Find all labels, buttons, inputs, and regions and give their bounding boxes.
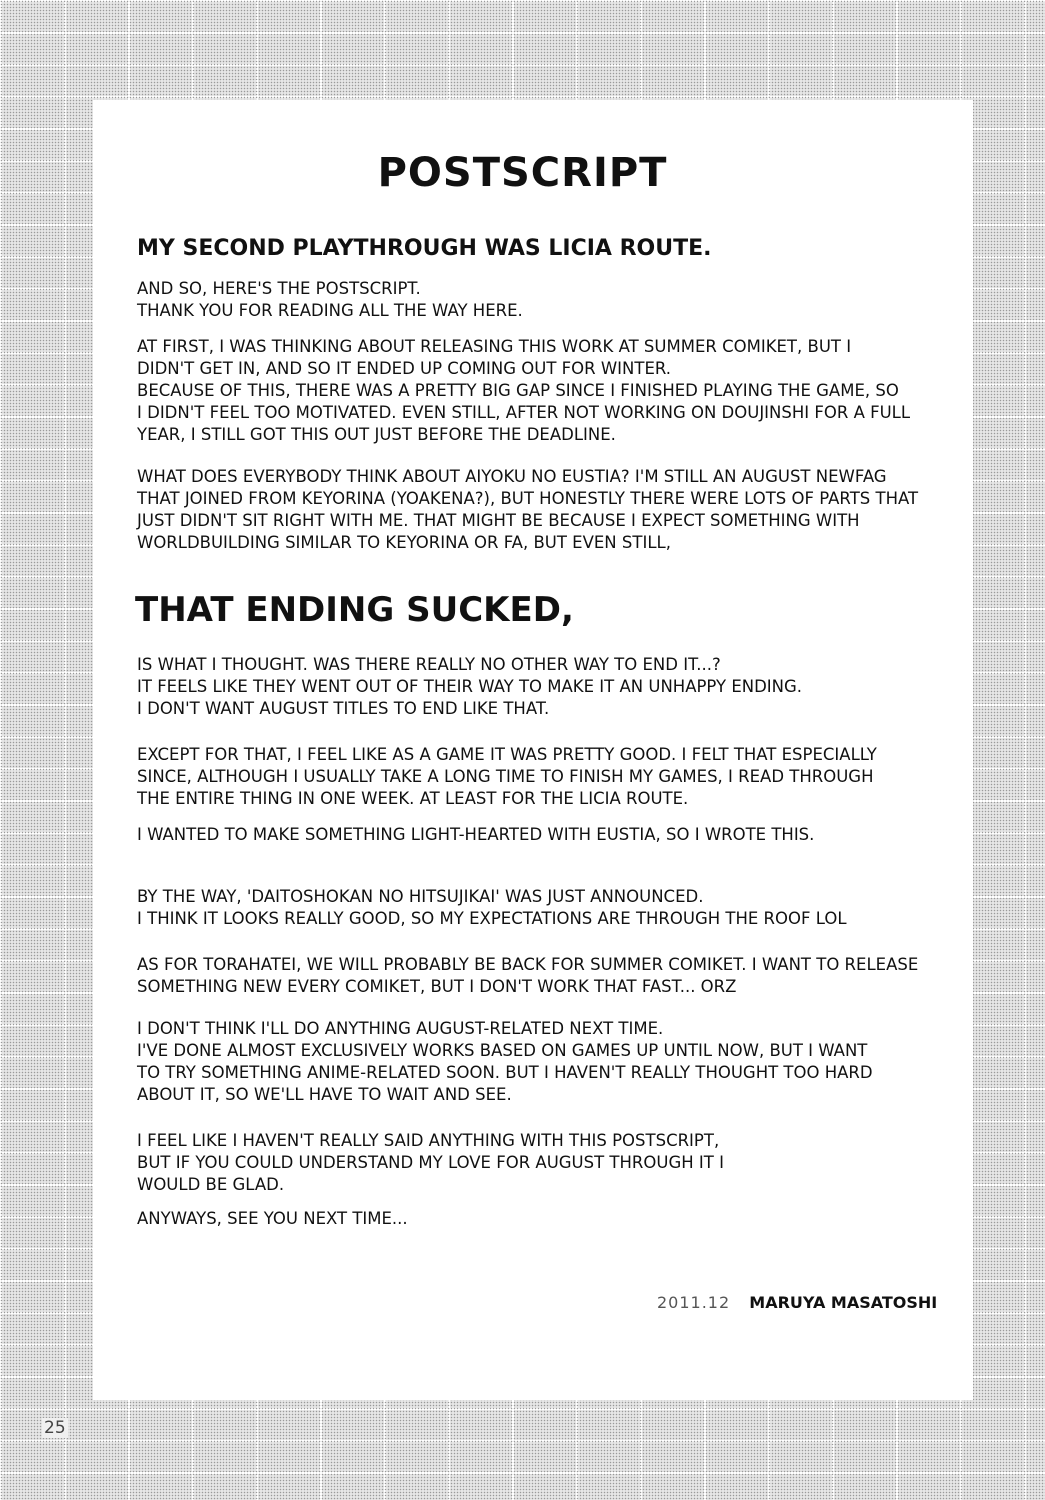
paragraph-bottom-7 <box>137 1130 937 1196</box>
line: I DIDN'T FEEL TOO MOTIVATED. EVEN STILL, AFTER NOT WORKING ON DOUJINSHI FOR A FULL <box>137 403 911 422</box>
page-title: POSTSCRIPT <box>377 150 668 196</box>
line: IS WHAT I THOUGHT. WAS THERE REALLY NO OTHER WAY TO END IT...? <box>137 655 721 674</box>
line: BECAUSE OF THIS, THERE WAS A PRETTY BIG GAP SINCE I FINISHED PLAYING THE GAME, SO <box>137 381 899 400</box>
line: I WANTED TO MAKE SOMETHING LIGHT-HEARTED WITH EUSTIA, SO I WROTE THIS. <box>137 825 815 844</box>
paragraph-bottom-2 <box>137 744 937 810</box>
line: THE ENTIRE THING IN ONE WEEK. AT LEAST FOR THE LICIA ROUTE. <box>137 789 689 808</box>
line: EXCEPT FOR THAT, I FEEL LIKE AS A GAME IT WAS PRETTY GOOD. I FELT THAT ESPECIALLY <box>137 745 877 764</box>
line: SINCE, ALTHOUGH I USUALLY TAKE A LONG TIME TO FINISH MY GAMES, I READ THROUGH <box>137 767 874 786</box>
line: AS FOR TORAHATEI, WE WILL PROBABLY BE BACK FOR SUMMER COMIKET. I WANT TO RELEASE <box>137 955 919 974</box>
line: IT FEELS LIKE THEY WENT OUT OF THEIR WAY TO MAKE IT AN UNHAPPY ENDING. <box>137 677 803 696</box>
paragraph-top-1 <box>137 278 937 322</box>
line: I THINK IT LOOKS REALLY GOOD, SO MY EXPECTATIONS ARE THROUGH THE ROOF LOL <box>137 909 847 928</box>
line: TO TRY SOMETHING ANIME-RELATED SOON. BUT I HAVEN'T REALLY THOUGHT TOO HARD <box>137 1063 873 1082</box>
line: THAT JOINED FROM KEYORINA (YOAKENA?), BUT HONESTLY THERE WERE LOTS OF PARTS THAT <box>137 489 919 508</box>
line: WOULD BE GLAD. <box>137 1175 285 1194</box>
line: SOMETHING NEW EVERY COMIKET, BUT I DON'T WORK THAT FAST... ORZ <box>137 977 737 996</box>
line: DIDN'T GET IN, AND SO IT ENDED UP COMING OUT FOR WINTER. <box>137 359 672 378</box>
line: ANYWAYS, SEE YOU NEXT TIME... <box>137 1209 408 1228</box>
line: I DON'T THINK I'LL DO ANYTHING AUGUST-RELATED NEXT TIME. <box>137 1019 664 1038</box>
paragraph-bottom-5 <box>137 954 937 998</box>
paragraph-bottom-1 <box>137 654 937 720</box>
line: AT FIRST, I WAS THINKING ABOUT RELEASING THIS WORK AT SUMMER COMIKET, BUT I <box>137 337 852 356</box>
line: YEAR, I STILL GOT THIS OUT JUST BEFORE THE DEADLINE. <box>137 425 616 444</box>
line: BUT IF YOU COULD UNDERSTAND MY LOVE FOR AUGUST THROUGH IT I <box>137 1153 724 1172</box>
signature-author: MARUYA MASATOSHI <box>749 1293 938 1312</box>
paragraph-bottom-6 <box>137 1018 937 1106</box>
line: THANK YOU FOR READING ALL THE WAY HERE. <box>137 301 523 320</box>
signature-date: 2011.12 <box>657 1293 731 1312</box>
line: JUST DIDN'T SIT RIGHT WITH ME. THAT MIGHT BE BECAUSE I EXPECT SOMETHING WITH <box>137 511 860 530</box>
subheading: MY SECOND PLAYTHROUGH WAS LICIA ROUTE. <box>137 236 712 261</box>
big-heading: THAT ENDING SUCKED, <box>135 590 574 630</box>
signature <box>657 1293 937 1312</box>
line: ABOUT IT, SO WE'LL HAVE TO WAIT AND SEE. <box>137 1085 512 1104</box>
line: AND SO, HERE'S THE POSTSCRIPT. <box>137 279 421 298</box>
line: WHAT DOES EVERYBODY THINK ABOUT AIYOKU NO EUSTIA? I'M STILL AN AUGUST NEWFAG <box>137 467 887 486</box>
line: BY THE WAY, 'DAITOSHOKAN NO HITSUJIKAI' WAS JUST ANNOUNCED. <box>137 887 704 906</box>
paragraph-bottom-3 <box>137 824 937 846</box>
line: I DON'T WANT AUGUST TITLES TO END LIKE THAT. <box>137 699 550 718</box>
paragraph-top-3 <box>137 466 937 554</box>
paragraph-top-2 <box>137 336 937 446</box>
line: WORLDBUILDING SIMILAR TO KEYORINA OR FA, BUT EVEN STILL, <box>137 533 671 552</box>
page-number: 25 <box>44 1418 66 1438</box>
paragraph-bottom-4 <box>137 886 937 930</box>
line: I'VE DONE ALMOST EXCLUSIVELY WORKS BASED ON GAMES UP UNTIL NOW, BUT I WANT <box>137 1041 868 1060</box>
line: I FEEL LIKE I HAVEN'T REALLY SAID ANYTHING WITH THIS POSTSCRIPT, <box>137 1131 720 1150</box>
paragraph-bottom-8 <box>137 1208 937 1230</box>
